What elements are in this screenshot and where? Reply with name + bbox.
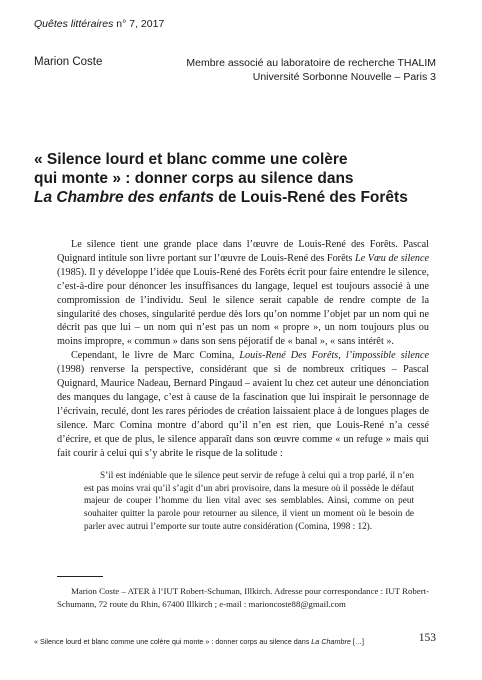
running-title-end: […]: [350, 637, 365, 646]
journal-name: Quêtes littéraires: [34, 18, 114, 30]
block-quote-text: S’il est indéniable que le silence peut servir de refuge à celui qui a trop parlé, il n’en est pas moins vrai qu’il s’agit d’un abri provisoire, dans la mesure où il possède le défaut majeur de couper l’homme du lien vital avec ses semblables. Ainsi, comme on peut souhaiter quitter la parole pour retourner au silence, il vient un moment où le besoin de parler avec autrui l’emporte sur toute autre considération (Comina, 1998 : 12).: [84, 470, 414, 531]
paragraph-2-italic: Louis-René Des Forêts, l’impossible silence: [239, 350, 429, 362]
title-line-2: qui monte » : donner corps au silence dans: [34, 170, 354, 187]
footnote: [57, 585, 429, 610]
block-quote: [84, 469, 414, 533]
title-line-3-rest: de Louis-René des Forêts: [214, 189, 408, 206]
journal-issue: n° 7, 2017: [116, 18, 165, 30]
author-name: Marion Coste: [34, 56, 103, 68]
paragraph-2: [57, 349, 429, 460]
article-body: [57, 238, 429, 461]
journal-header: [34, 18, 164, 30]
page-number: 153: [418, 632, 436, 644]
affiliation-line-2: Université Sorbonne Nouvelle – Paris 3: [252, 71, 436, 83]
affiliation-line-1: Membre associé au laboratoire de recherche THALIM: [186, 57, 436, 69]
footnote-divider: [57, 576, 103, 577]
running-footer-title: [34, 637, 364, 646]
running-title-text: « Silence lourd et blanc comme une colère qui monte » : donner corps au silence dans: [34, 637, 312, 646]
paragraph-1: [57, 238, 429, 349]
title-work-italic: La Chambre des enfants: [34, 189, 215, 206]
paragraph-1-text-b: (1985). Il y développe l’idée que Louis-René des Forêts écrit pour faire entendre le silence, c’est-à-dire pour dénoncer les insuffisances du langage, lequel est toujours associé à une compromission de l’individu. Seul le silence serait capable de rendre compte de la singularité des choses, singularité perdue dès lors qu’on nomme l’objet par un nom qui ne décrit pas que lui – un nom qui n’est pas un nom « propre », un nom toujours plus ou moins impropre, « commun » dans son sens péjoratif de « banal », « sans intérêt ».: [57, 266, 429, 348]
paragraph-2-text-b: (1998) renverse la perspective, considérant que si de nombreux critiques – Pascal Quignard, Maurice Nadeau, Bernard Pingaud – avaient lu chez cet auteur une dénonciation des manques du langage, c’est à cause de la fascination que lui inspirait le personnage de l’écrivain, reculé, dont les rares périodes de création laissaient place à de longues plages de silence. Marc Comina montre d’abord qu’il n’en est rien, que Louis-René n’a cessé d’écrire, et que de plus, le silence apparaît dans son œuvre comme « un refuge » mais qui fait courir à celui qui s’y abrite le risque de la solitude :: [57, 364, 429, 459]
paragraph-2-text-a: Cependant, le livre de Marc Comina,: [71, 350, 240, 362]
title-line-3: [34, 188, 444, 207]
footnote-text: Marion Coste – ATER à l’IUT Robert-Schuman, Illkirch. Adresse pour correspondance : IUT Robert-Schumann, 72 route du Rhin, 67400 Illkirch ; e-mail : marioncoste88@gmail.com: [57, 586, 429, 609]
title-line-1: « Silence lourd et blanc comme une colère: [34, 151, 348, 168]
running-title-italic: La Chambre: [311, 637, 351, 646]
author-affiliation: [186, 56, 436, 84]
article-title: [34, 150, 444, 207]
paragraph-1-text-a: Le silence tient une grande place dans l’œuvre de Louis-René des Forêts. Pascal Quignard intitule son livre portant sur l’œuvre de Louis-René des Forêts: [57, 239, 429, 264]
paragraph-1-italic: Le Vœu de silence: [354, 252, 429, 264]
